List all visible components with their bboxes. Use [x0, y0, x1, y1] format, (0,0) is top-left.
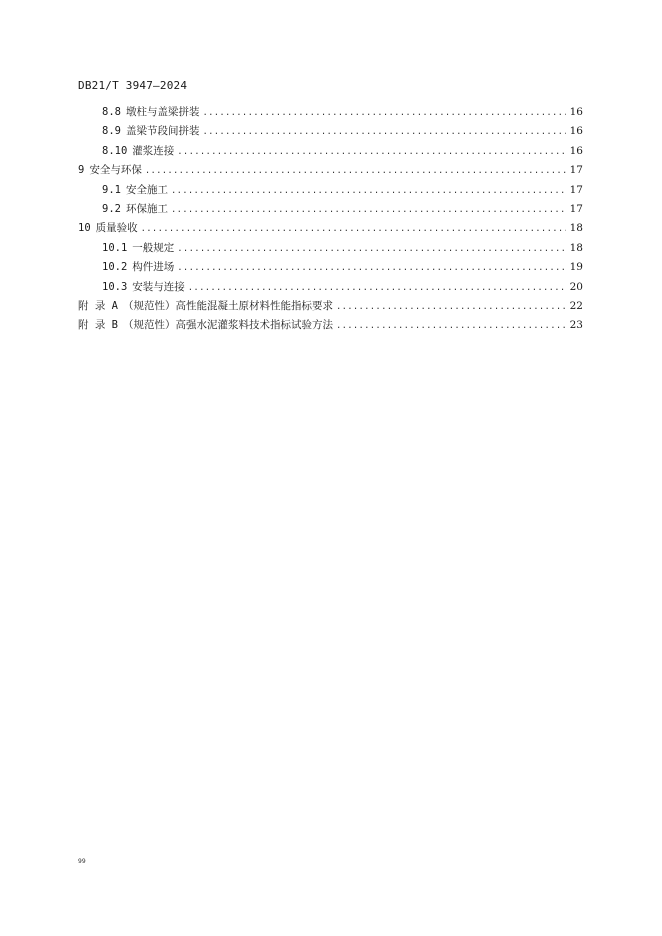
toc-entry-page: 17 [569, 183, 583, 196]
toc-entry-number: 附 录 B [78, 319, 118, 332]
toc-entry[interactable] [78, 240, 583, 259]
toc-entry-page: 16 [569, 106, 583, 118]
toc-entry-title: 构件进场 [132, 261, 175, 274]
toc-entry-page: 18 [569, 241, 583, 254]
document-header-id: DB21/T 3947—2024 [78, 79, 188, 92]
toc-entry-page: 16 [569, 144, 583, 157]
toc-leader-dots [337, 300, 566, 312]
toc-entry-number: 9 [78, 164, 85, 177]
toc-entry-appendix[interactable] [78, 317, 583, 336]
toc-leader-dots [337, 319, 566, 331]
toc-entry-page: 17 [569, 202, 583, 215]
toc-entry-number: 10 [78, 222, 91, 235]
toc-entry-number: 8.9 [102, 125, 121, 138]
toc-entry-number: 8.8 [102, 106, 121, 118]
toc-entry-page: 20 [569, 280, 583, 293]
table-of-contents [78, 104, 583, 337]
toc-entry[interactable] [78, 123, 583, 142]
toc-entry-number: 10.2 [102, 261, 128, 274]
toc-entry-title: 质量验收 [95, 222, 138, 235]
toc-entry-page: 19 [569, 261, 583, 274]
toc-entry[interactable] [78, 201, 583, 220]
toc-leader-dots [189, 281, 566, 293]
toc-leader-dots [146, 164, 566, 176]
toc-leader-dots [203, 106, 565, 118]
toc-entry-page: 17 [569, 164, 583, 177]
toc-leader-dots [172, 203, 566, 215]
toc-entry-title: 墩柱与盖梁拼装 [125, 106, 200, 118]
toc-entry-title: （规范性）高强水泥灌浆料技术指标试验方法 [122, 319, 333, 332]
toc-leader-dots [178, 261, 565, 273]
toc-entry[interactable] [78, 259, 583, 278]
toc-entry-title: 环保施工 [125, 202, 168, 215]
toc-entry[interactable] [78, 279, 583, 298]
toc-entry-number: 附 录 A [78, 299, 118, 312]
toc-leader-dots [178, 145, 565, 157]
toc-entry-page: 22 [569, 299, 583, 312]
toc-entry-number: 9.2 [102, 202, 121, 215]
toc-entry-title: 安全与环保 [89, 164, 142, 177]
toc-entry[interactable] [78, 162, 583, 181]
page-number: 99 [78, 858, 86, 865]
toc-entry-page: 16 [569, 125, 583, 138]
toc-leader-dots [142, 222, 566, 234]
toc-entry[interactable] [78, 182, 583, 201]
toc-entry-title: 安全施工 [125, 183, 168, 196]
toc-entry-title: （规范性）高性能混凝土原材料性能指标要求 [122, 299, 333, 312]
toc-entry[interactable] [78, 220, 583, 239]
toc-entry-page: 18 [569, 222, 583, 235]
toc-entry[interactable] [78, 104, 583, 123]
toc-entry-title: 安装与连接 [132, 280, 185, 293]
toc-entry-number: 10.1 [102, 241, 128, 254]
toc-entry-page: 23 [569, 319, 583, 332]
toc-leader-dots [203, 125, 565, 137]
toc-entry-title: 灌浆连接 [132, 144, 175, 157]
toc-leader-dots [178, 242, 565, 254]
toc-entry-title: 一般规定 [132, 241, 175, 254]
toc-entry-number: 10.3 [102, 280, 128, 293]
toc-entry-number: 9.1 [102, 183, 121, 196]
toc-entry[interactable] [78, 143, 583, 162]
toc-entry-number: 8.10 [102, 144, 128, 157]
toc-leader-dots [172, 184, 566, 196]
toc-entry-title: 盖梁节段间拼装 [125, 125, 200, 138]
toc-entry-appendix[interactable] [78, 298, 583, 317]
